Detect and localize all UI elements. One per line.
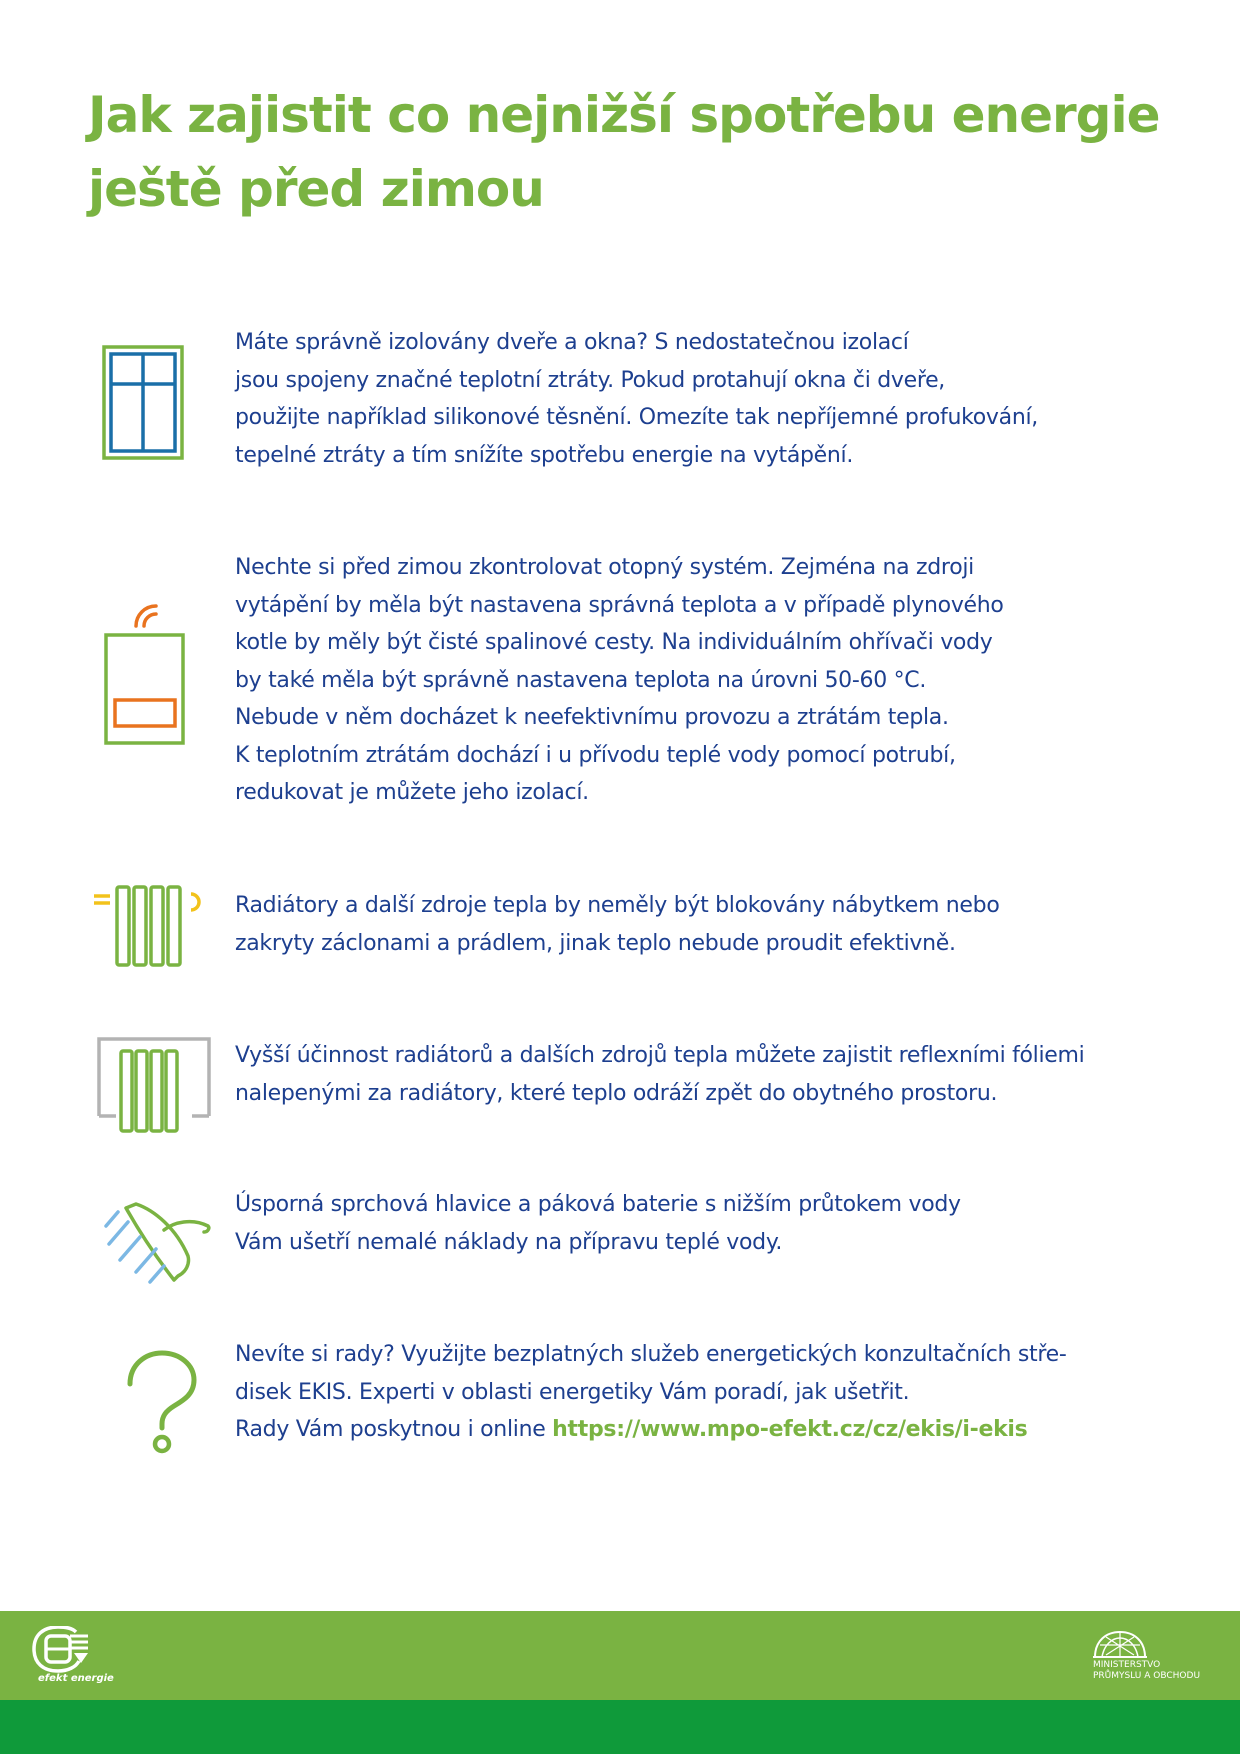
tip-line: Vám ušetří nemalé náklady na přípravu teplé vody. (235, 1229, 783, 1255)
reflective-foil-radiator-icon (96, 1036, 212, 1134)
tip-text (235, 1037, 1084, 1112)
ministry-globe-logo (1092, 1629, 1148, 1659)
title-line: Jak zajistit co nejnižší spotřebu energie (88, 86, 1160, 144)
tip-line: Úsporná sprchová hlavice a páková baterie s nižším průtokem vody (235, 1192, 961, 1217)
tip-line: redukovat je můžete jeho izolací. (235, 780, 589, 805)
ministry-label (1093, 1660, 1200, 1682)
footer-band (0, 1611, 1240, 1700)
tip-line: zakryty záclonami a prádlem, jinak teplo nebude proudit efektivně. (235, 930, 956, 956)
tip-text (235, 324, 1038, 474)
tip-text (235, 1186, 961, 1261)
tip-line (235, 1411, 1066, 1449)
question-mark-icon (126, 1350, 198, 1454)
page-title (88, 78, 1168, 226)
tip-text (235, 887, 1000, 962)
tip-line: tepelné ztráty a tím snížíte spotřebu energie na vytápění. (235, 442, 854, 468)
ministry-label-line: MINISTERSTVO (1093, 1660, 1161, 1670)
ekis-link[interactable]: https://www.mpo-efekt.cz/cz/ekis/i-ekis (552, 1417, 1028, 1442)
tip-line: vytápění by měla být nastavena správná teplota a v případě plynového (235, 592, 1004, 618)
window-icon (102, 345, 184, 460)
radiator-icon (92, 884, 207, 968)
link-prefix: Rady Vám poskytnou i online (235, 1417, 553, 1442)
tip-line: Nechte si před zimou zkontrolovat otopný systém. Zejména na zdroji (235, 555, 974, 580)
efekt-energie-label: efekt energie (38, 1673, 114, 1684)
tip-line: použijte například silikonové těsnění. Omezíte tak nepříjemné profukování, (235, 405, 1038, 430)
tip-line: Radiátory a další zdroje tepla by neměly být blokovány nábytkem nebo (235, 893, 1000, 918)
tip-line: K teplotním ztrátám dochází i u přívodu teplé vody pomocí potrubí, (235, 742, 956, 768)
tip-line: Nebude v něm docházet k neefektivnímu provozu a ztrátám tepla. (235, 705, 949, 730)
footer-strip (0, 1700, 1240, 1754)
tip-text (235, 549, 1004, 812)
efekt-energie-logo (32, 1626, 90, 1674)
boiler-icon (103, 594, 187, 746)
tip-line: jsou spojeny značné teplotní ztráty. Pokud protahují okna či dveře, (235, 367, 946, 393)
title-line: ještě před zimou (88, 160, 544, 218)
tip-line: Nevíte si rady? Využijte bezplatných služeb energetických konzultačních stře- (235, 1342, 1067, 1367)
ministry-label-line: PRŮMYSLU A OBCHODU (1093, 1671, 1201, 1681)
tip-line: nalepenými za radiátory, které teplo odráží zpět do obytného prostoru. (235, 1080, 998, 1106)
tip-line: by také měla být správně nastavena teplota na úrovni 50-60 °C. (235, 667, 927, 693)
tip-line: Vyšší účinnost radiátorů a dalších zdrojů tepla můžete zajistit reflexními fóliemi (235, 1043, 1085, 1068)
tip-line: Máte správně izolovány dveře a okna? S nedostatečnou izolací (235, 330, 909, 355)
tip-line: disek EKIS. Experti v oblasti energetiky Vám poradí, jak ušetřit. (235, 1379, 910, 1405)
tip-line: kotle by měly být čisté spalinové cesty. Na individuálním ohřívači vody (235, 630, 993, 655)
shower-head-icon (104, 1200, 214, 1295)
tip-text (235, 1336, 1066, 1449)
